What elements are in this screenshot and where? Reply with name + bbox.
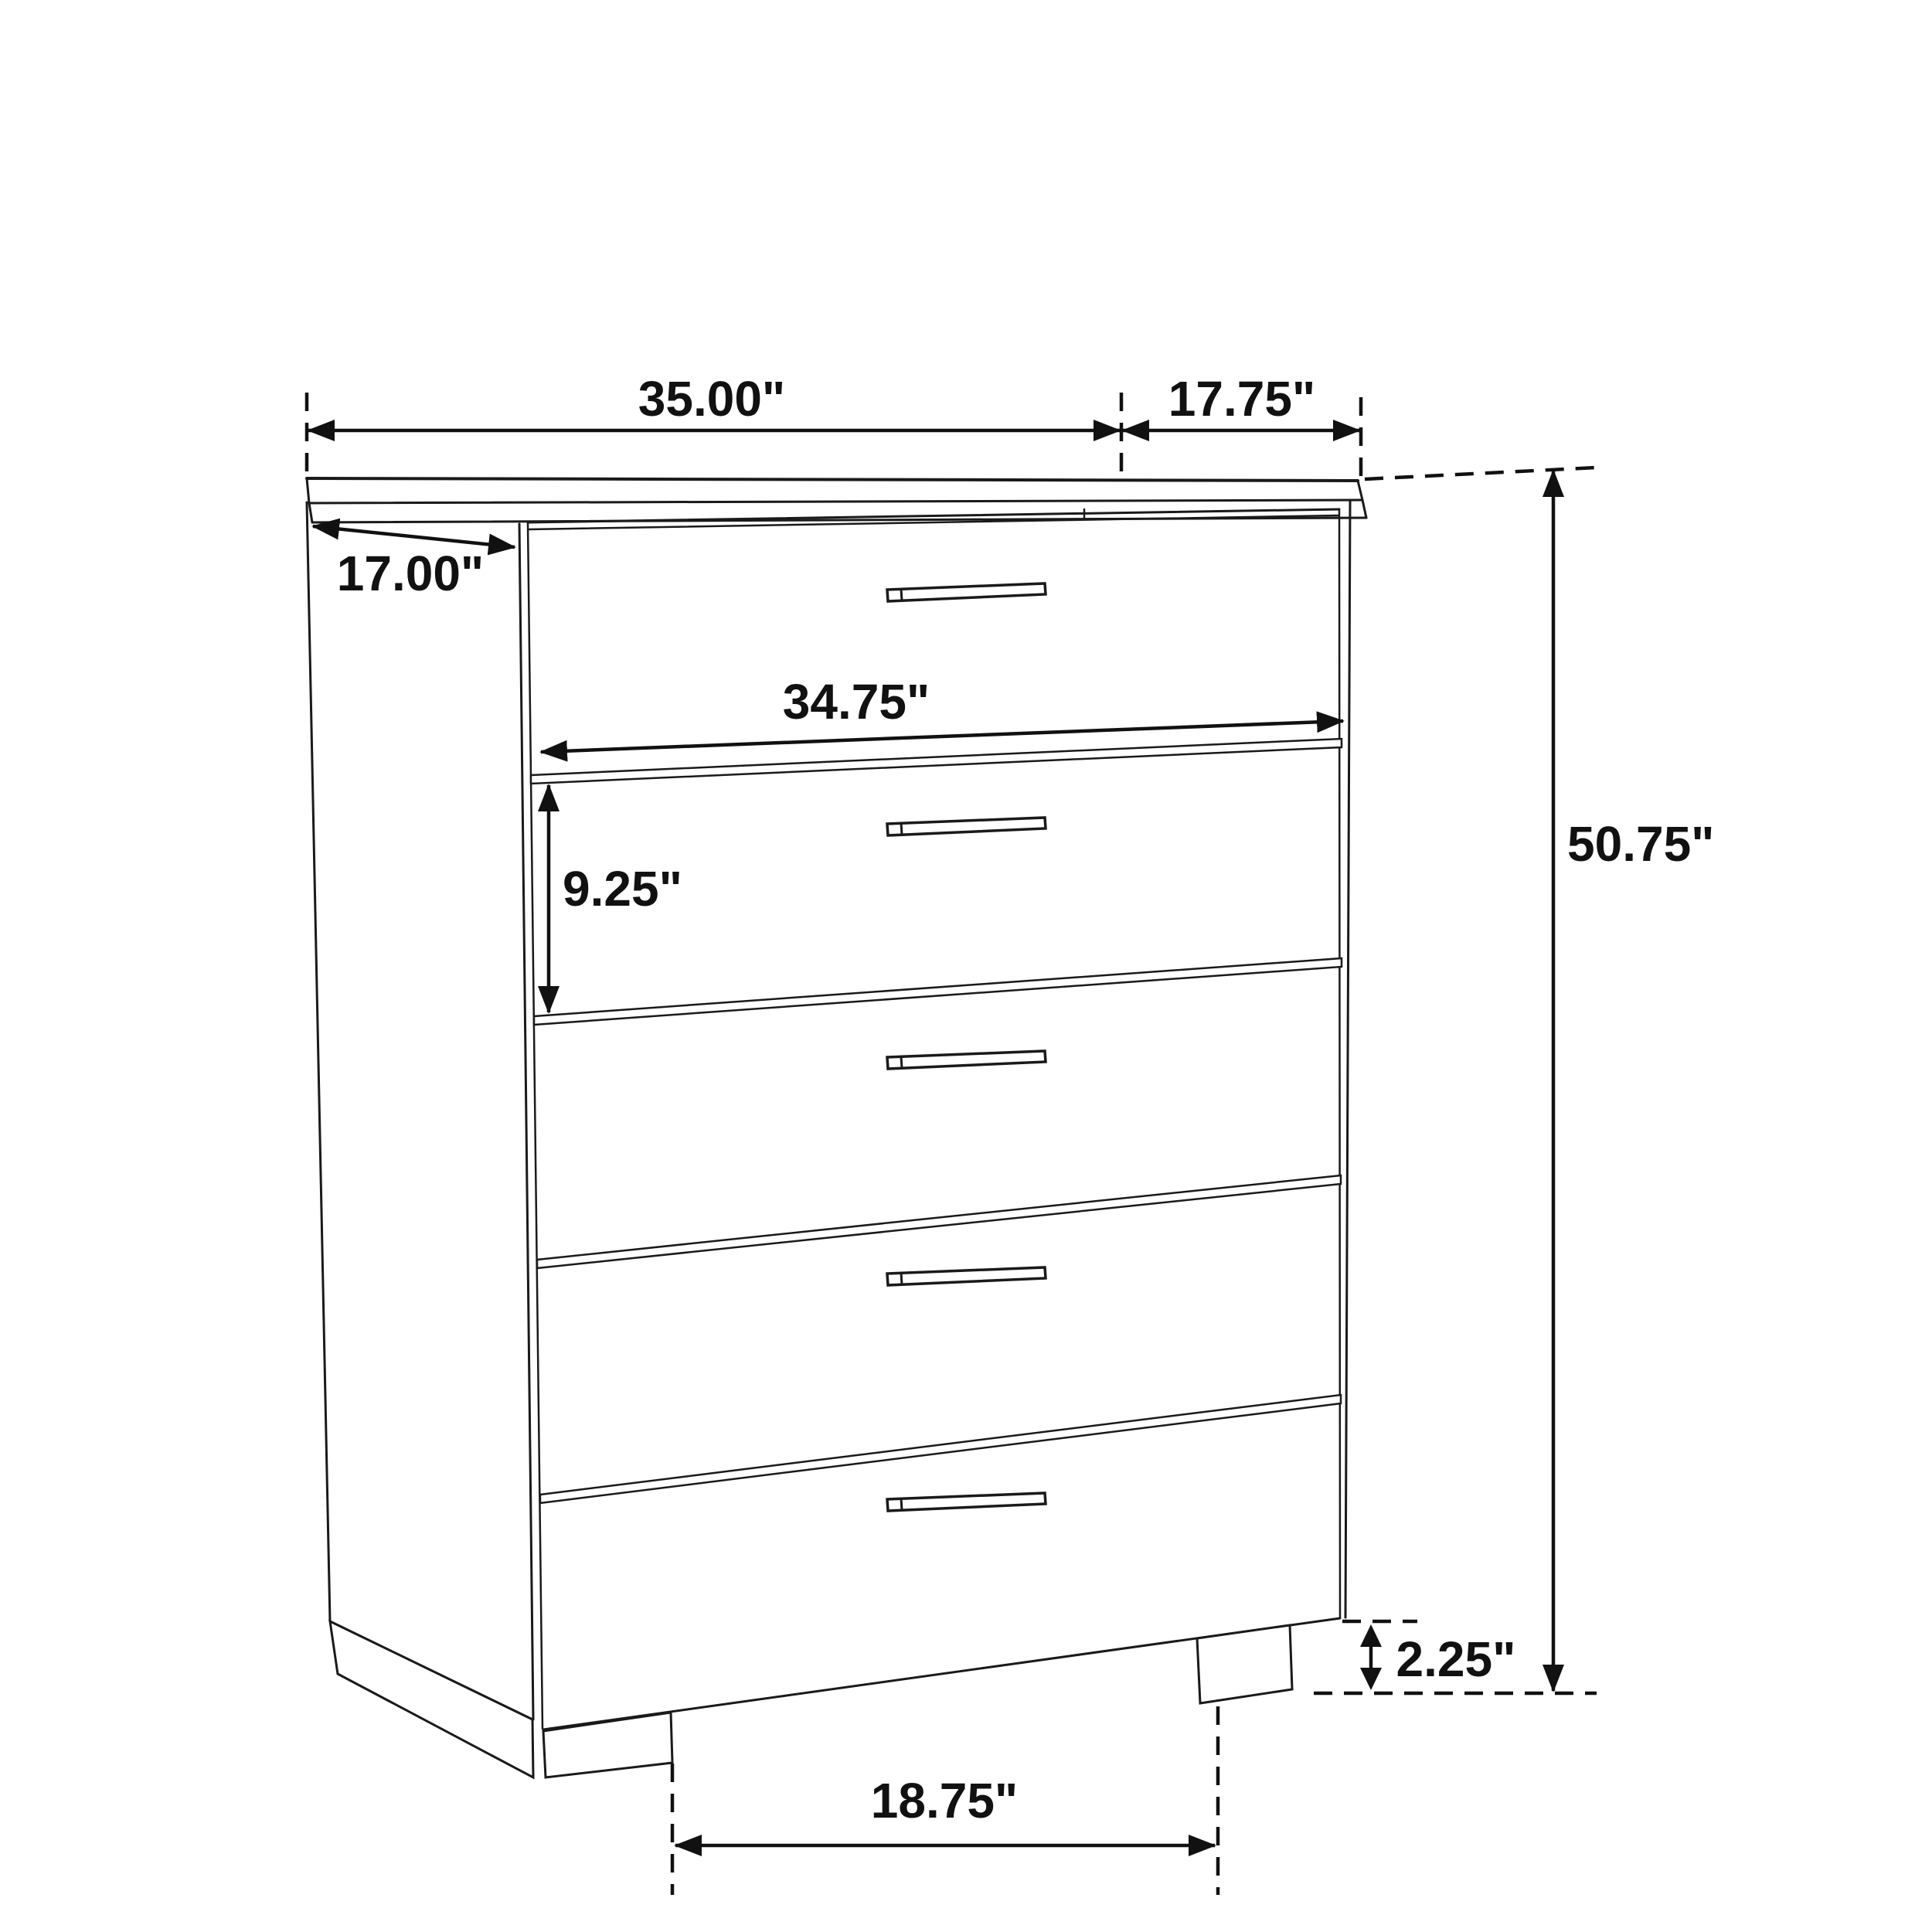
dim-label-drawer-height: 9.25" — [563, 861, 682, 917]
dim-label-overall-height: 50.75" — [1567, 816, 1715, 872]
dim-label-top-width: 35.00" — [638, 371, 786, 427]
dim-label-drawer-width: 34.75" — [782, 674, 930, 730]
dim-label-top-depth: 17.75" — [1168, 371, 1316, 427]
right-front-foot — [1197, 1625, 1292, 1703]
dim-label-feet-spacing: 18.75" — [870, 1773, 1019, 1828]
dim-label-side-depth: 17.00" — [336, 546, 485, 601]
dim-label-foot-height: 2.25" — [1396, 1631, 1516, 1687]
